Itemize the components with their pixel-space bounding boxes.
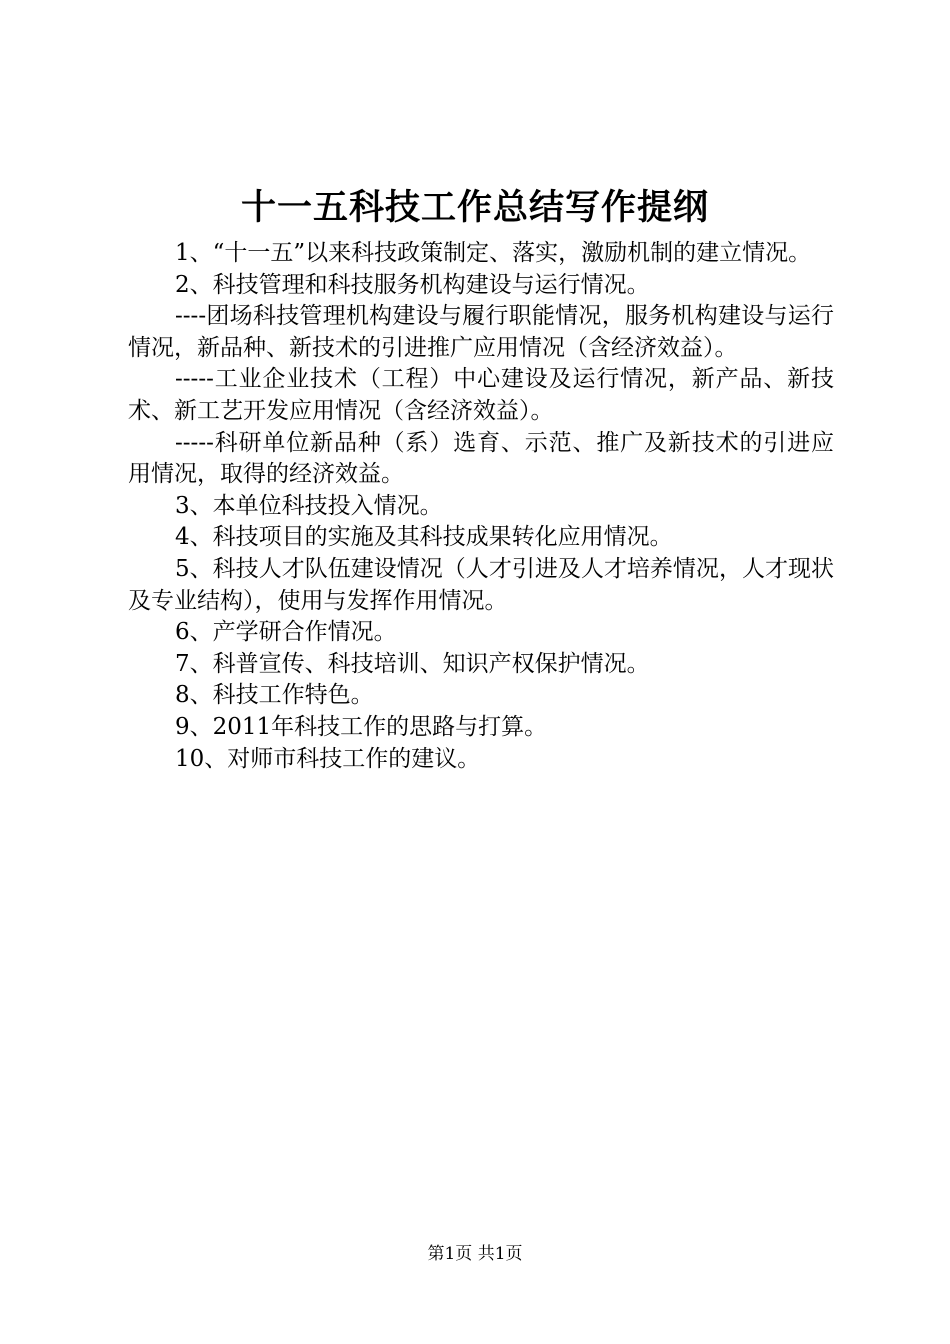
paragraph-management-institutions: 2、科技管理和科技服务机构建设与运行情况。 [175, 271, 650, 298]
paragraph-popularization: 7、科普宣传、科技培训、知识产权保护情况。 [175, 650, 650, 677]
paragraph-projects: 4、科技项目的实施及其科技成果转化应用情况。 [175, 524, 673, 551]
paragraph-investment: 3、本单位科技投入情况。 [175, 492, 443, 519]
paragraph-industrial-centers: -----工业企业技术（工程）中心建设及运行情况，新产品、新技术、新工艺开发应用情况（含经济效益）。 [128, 366, 834, 424]
document-body [128, 238, 834, 775]
paragraph-suggestions: 10、对师市科技工作的建议。 [175, 745, 481, 772]
paragraph-policy: 1、“十一五”以来科技政策制定、落实，激励机制的建立情况。 [175, 240, 812, 266]
paragraph-talent: 5、科技人才队伍建设情况（人才引进及人才培养情况，人才现状及专业结构），使用与发挥作用情况。 [128, 555, 834, 614]
paragraph-plans-2011: 9、2011年科技工作的思路与打算。 [175, 713, 548, 740]
page-footer: 第1页 共1页 [427, 1244, 523, 1264]
document-title: 十一五科技工作总结写作提纲 [240, 187, 709, 228]
paragraph-research-units: -----科研单位新品种（系）选育、示范、推广及新技术的引进应用情况，取得的经济效益。 [128, 429, 834, 488]
paragraph-features: 8、科技工作特色。 [175, 682, 374, 709]
paragraph-regiment-institutions: ----团场科技管理机构建设与履行职能情况，服务机构建设与运行情况，新品种、新技术的引进推广应用情况（含经济效益）。 [128, 303, 834, 361]
paragraph-cooperation: 6、产学研合作情况。 [175, 619, 397, 646]
